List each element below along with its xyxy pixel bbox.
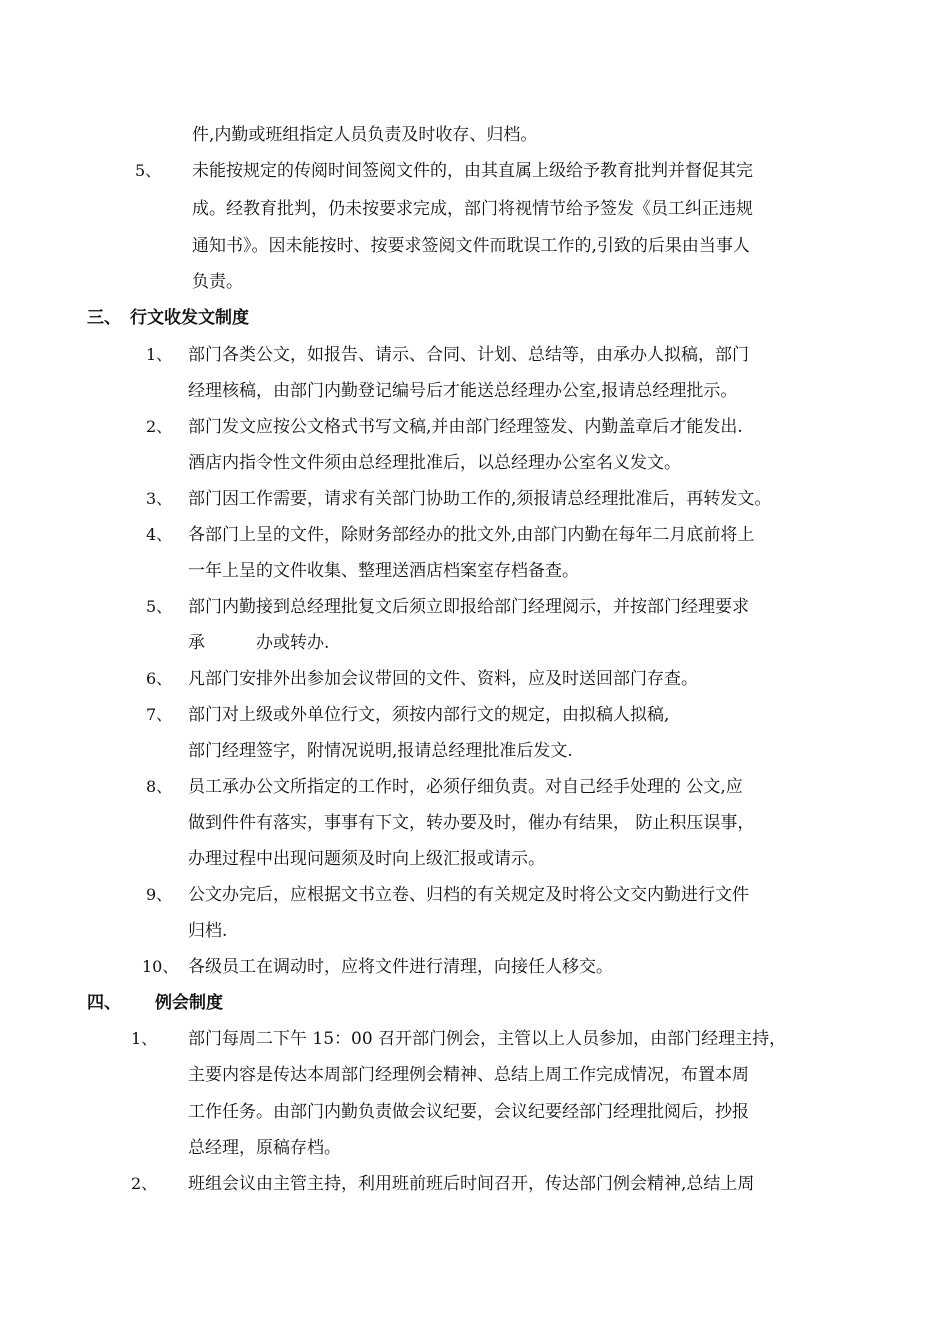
item-number: 4、 bbox=[146, 525, 173, 544]
item-number: 1、 bbox=[146, 345, 173, 364]
item-line: 酒店内指令性文件须由总经理批准后，以总经理办公室名义发文。 bbox=[188, 453, 681, 473]
item-line: 公文办完后，应根据文书立卷、归档的有关规定及时将公文交内勤进行文件 bbox=[188, 885, 749, 905]
item-line: 班组会议由主管主持，利用班前班后时间召开，传达部门例会精神,总结上周 bbox=[188, 1174, 755, 1194]
item-line: 部门经理签字，附情况说明,报请总经理批准后发文. bbox=[188, 741, 573, 761]
item-line: 部门内勤接到总经理批复文后须立即报给部门经理阅示，并按部门经理要求 bbox=[188, 597, 749, 617]
item-number: 10、 bbox=[142, 957, 179, 976]
item-line: 工作任务。由部门内勤负责做会议纪要，会议纪要经部门经理批阅后，抄报 bbox=[188, 1102, 749, 1122]
item-line: 各部门上呈的文件，除财务部经办的批文外,由部门内勤在每年二月底前将上 bbox=[188, 525, 755, 545]
item-line: 部门各类公文，如报告、请示、合同、计划、总结等，由承办人拟稿，部门 bbox=[188, 345, 749, 365]
item-line: 部门因工作需要，请求有关部门协助工作的,须报请总经理批准后，再转发文。 bbox=[188, 489, 772, 509]
item-number: 7、 bbox=[146, 705, 173, 724]
item-line: 办理过程中出现问题须及时向上级汇报或请示。 bbox=[188, 849, 545, 869]
item-number: 5、 bbox=[146, 597, 173, 616]
item-number: 1、 bbox=[131, 1029, 158, 1048]
item-line: 凡部门安排外出参加会议带回的文件、资料，应及时送回部门存查。 bbox=[188, 669, 698, 689]
item-line: 各级员工在调动时，应将文件进行清理，向接任人移交。 bbox=[188, 957, 613, 977]
section-number: 四、 bbox=[87, 993, 121, 1013]
item-number: 5、 bbox=[135, 161, 162, 180]
item-number: 9、 bbox=[146, 885, 173, 904]
continuation-line: 件,内勤或班组指定人员负责及时收存、归档。 bbox=[192, 125, 538, 145]
item-line: 成。经教育批判，仍未按要求完成，部门将视情节给予签发《员工纠正违规 bbox=[192, 199, 753, 219]
item-line: 部门发文应按公文格式书写文稿,并由部门经理签发、内勤盖章后才能发出. bbox=[188, 417, 743, 437]
item-line: 主要内容是传达本周部门经理例会精神、总结上周工作完成情况，布置本周 bbox=[188, 1065, 749, 1085]
item-line: 员工承办公文所指定的工作时，必须仔细负责。对自己经手处理的 公文,应 bbox=[188, 777, 743, 797]
item-number: 2、 bbox=[131, 1174, 158, 1193]
item-line: 经理核稿，由部门内勤登记编号后才能送总经理办公室,报请总经理批示。 bbox=[188, 381, 738, 401]
section-title: 例会制度 bbox=[155, 993, 223, 1013]
item-line: 部门对上级或外单位行文，须按内部行文的规定，由拟稿人拟稿, bbox=[188, 705, 670, 725]
item-line: 未能按规定的传阅时间签阅文件的，由其直属上级给予教育批判并督促其完 bbox=[192, 161, 753, 181]
item-line: 承 办或转办. bbox=[188, 633, 330, 653]
section-title: 行文收发文制度 bbox=[130, 308, 249, 328]
item-line: 归档. bbox=[188, 921, 228, 941]
item-number: 2、 bbox=[146, 417, 173, 436]
item-line: 做到件件有落实，事事有下文，转办要及时，催办有结果， 防止积压误事， bbox=[188, 813, 755, 833]
item-number: 8、 bbox=[146, 777, 173, 796]
item-line: 部门每周二下午 15：00 召开部门例会，主管以上人员参加，由部门经理主持， bbox=[188, 1029, 787, 1049]
item-number: 6、 bbox=[146, 669, 173, 688]
section-number: 三、 bbox=[87, 308, 121, 328]
item-line: 总经理，原稿存档。 bbox=[188, 1138, 341, 1158]
item-line: 负责。 bbox=[192, 272, 243, 292]
item-line: 通知书》。因未能按时、按要求签阅文件而耽误工作的,引致的后果由当事人 bbox=[192, 236, 750, 256]
item-number: 3、 bbox=[146, 489, 173, 508]
item-line: 一年上呈的文件收集、整理送酒店档案室存档备查。 bbox=[188, 561, 579, 581]
